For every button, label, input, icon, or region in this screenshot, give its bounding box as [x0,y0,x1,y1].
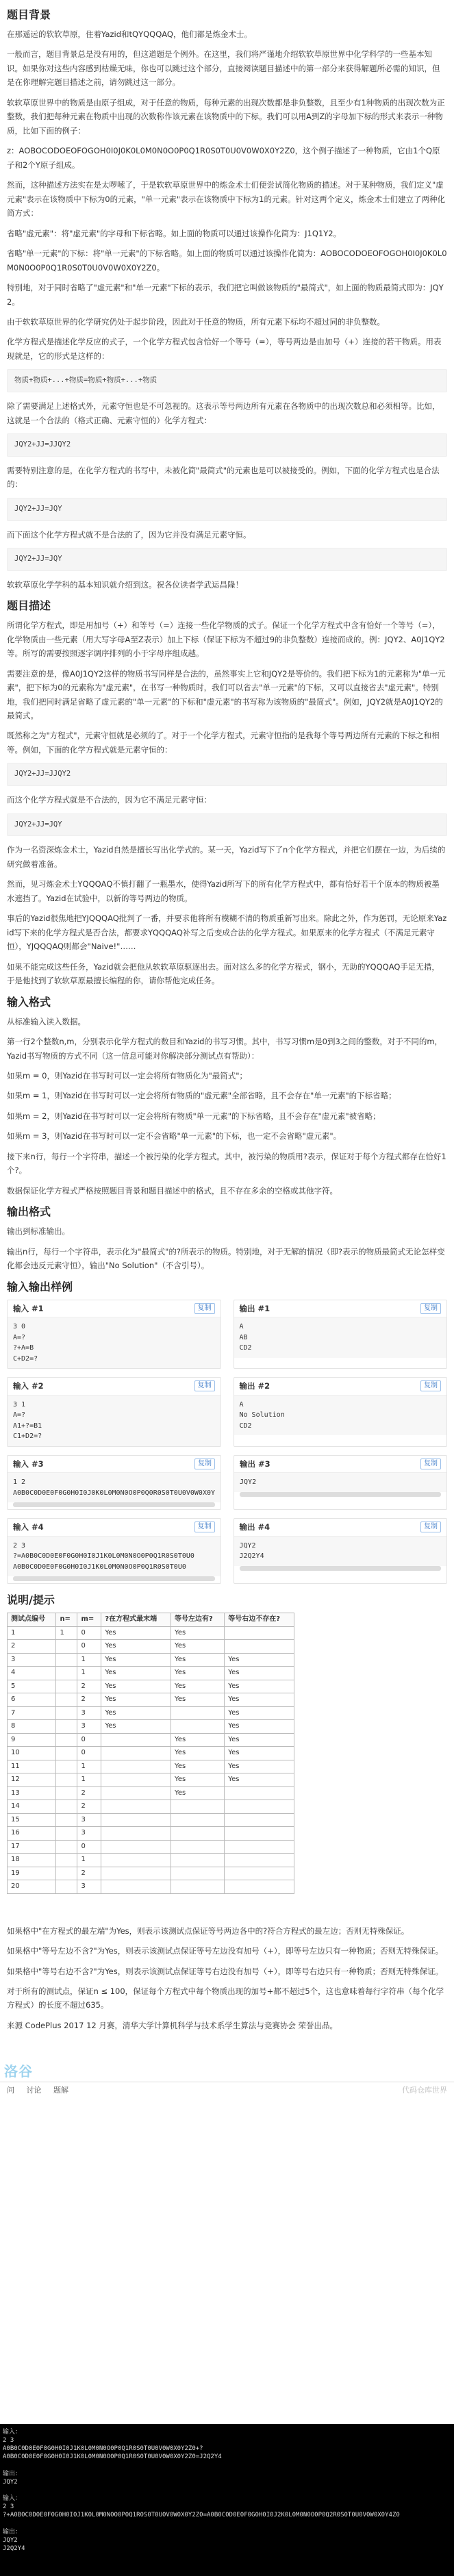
table-cell [225,1854,294,1867]
sample-output-header [234,1456,446,1472]
sample-input-content: 1 2 A0B0C0D0E0F0G0H0I0J0K0L0M0N0O0P0Q0R0S0T0U0V0W0X0Y [8,1472,220,1502]
table-cell [225,1840,294,1854]
sample-output-label: 输出 #1 [239,1303,270,1313]
sample-output-content: A AB CD2 [234,1317,447,1358]
table-cell: Yes [101,1626,171,1640]
table-cell [56,1840,77,1854]
table-cell [101,1854,171,1867]
input-para: 接下来n行，每行一个字符串，描述一个被污染的化学方程式。其中，被污染的物质用?表示，保证对于每个方程式都存在恰好1个?。 [7,1151,446,1176]
horizontal-scrollbar[interactable] [13,1502,215,1507]
table-cell [56,1773,77,1787]
table-cell: Yes [225,1747,294,1760]
table-cell: 1 [56,1626,77,1640]
table-cell [171,1867,225,1880]
copy-button[interactable]: 复制 [194,1380,215,1391]
table-cell: Yes [225,1653,294,1667]
table-header-cell: 等号左边有? [171,1613,225,1627]
output-para: 输出n行，每行一个字符串，表示化为"最简式"的?所表示的物质。特别地，对于无解的情况（即?表示的物质最简式无论怎样变化都会违反元素守恒），输出"No Solution"（不含引号）。 [7,1246,445,1271]
description-para: 如果不能完成这些任务，Yazid就会把他从软软草原驱逐出去。面对这么多的化学方程式，钢小，无助的YQQQAQ手足无措，于是他找到了软软草原最擅长编程的你，请你帮他完成任务。 [7,961,440,986]
terminal-line: 输出： [3,2528,22,2536]
description-para: 作为一名资深炼金术士，Yazid自然是擅长写出化学式的。某一天，Yazid写下了n个化学方程式，并把它们摆在一边，为后续的研究做着准备。 [7,845,446,869]
body-para: 需要特别注意的是，在化学方程式的书写中，未被化简"最简式"的元素也是可以被接受的。例如，下面的化学方程式也是合法的： [7,465,440,490]
table-row [8,1773,294,1787]
copy-button[interactable]: 复制 [420,1459,441,1469]
sample-output-box [234,1455,447,1510]
table-cell [56,1720,77,1734]
table-cell: 8 [8,1720,56,1734]
table-cell: Yes [171,1640,225,1654]
table-row [8,1747,294,1760]
horizontal-scrollbar[interactable] [13,1576,215,1581]
table-header-cell: ?在方程式最末端 [101,1613,171,1627]
input-para: 如果m = 1，则Yazid在书写时可以一定会将所有物质的"虚元素"全部省略，且不会存在"单一元素"的下标省略； [7,1091,396,1101]
table-cell [171,1840,225,1854]
table-row [8,1760,294,1773]
table-cell [225,1800,294,1814]
table-cell: Yes [171,1773,225,1787]
terminal-line: 2 3 [3,2503,14,2511]
table-cell: 3 [77,1706,101,1720]
table-cell: 0 [77,1640,101,1654]
table-cell [101,1800,171,1814]
table-cell: Yes [225,1667,294,1680]
sample-input-header [8,1456,220,1472]
terminal-line: JQY2 [3,2478,18,2486]
description-para: 然而，见习炼金术士YQQQAQ不慎打翻了一瓶墨水，使得Yazid所写下的所有化学方程式中，都有恰好若干个原本的物质被墨水遮挡了。Yazid在试验中，以新的等号两边的物质。 [7,879,440,903]
sample-input-label: 输入 #4 [13,1522,44,1532]
table-cell: 3 [8,1653,56,1667]
copy-button[interactable]: 复制 [194,1459,215,1469]
table-row [8,1733,294,1747]
terminal-line [3,2462,451,2470]
description-para: 而这个化学方程式就是不合法的，因为它不满足元素守恒： [7,795,212,805]
sample-row [7,1377,447,1446]
hint-para: 来源 CodePlus 2017 12 月赛，清华大学计算机科学与技术系学生算法与竞赛协会 荣誉出品。 [7,2020,338,2030]
table-cell: 16 [8,1827,56,1841]
copy-button[interactable]: 复制 [420,1521,441,1532]
table-row [8,1626,294,1640]
table-row [8,1867,294,1880]
table-cell: 3 [77,1827,101,1841]
table-cell [56,1760,77,1773]
sample-output-box [234,1518,448,1584]
table-cell: 0 [77,1626,101,1640]
table-cell [101,1747,171,1760]
table-cell: Yes [225,1760,294,1773]
table-cell: 0 [77,1733,101,1747]
table-row [8,1840,294,1854]
sample-output-content: JQY2 [234,1472,446,1492]
input-para: 从标准输入读入数据。 [7,1016,86,1026]
table-cell [101,1880,171,1894]
table-cell: Yes [171,1733,225,1747]
table-row [8,1880,294,1894]
table-cell [101,1773,171,1787]
table-cell: Yes [101,1720,171,1734]
example-equation: JQY2+JJ=JQY [7,813,447,837]
table-cell: 2 [77,1693,101,1707]
terminal-line: ?+A0B0C0D0E0F0G0H0I0J1K0L0M0N0O0P0Q1R0S0T0U0V0W0X0Y2Z0=A0B0C0D0E0F0G0H0I0J2K0L0M0N0O0P0Q2R0S0T0U0V0W0X0Y4Z0 [3,2512,400,2519]
table-cell [171,1800,225,1814]
body-para: 软软草原世界中的物质是由原子组成，对于任意的物质，每种元素的出现次数都是非负整数，且至少有1种物质的出现次数为正整数，我们把每种元素在物质中出现的次数称作该元素在该物质中的下标。我们可以用A到Z的字母加下标的形式来表示一种物质，比如下面的例子： [7,97,445,136]
sample-input-label: 输入 #1 [13,1303,44,1313]
table-cell: 14 [8,1800,56,1814]
terminal-line: 输入： [3,2495,22,2503]
table-cell: 15 [8,1813,56,1827]
table-cell [171,1813,225,1827]
description-para: 既然称之为"方程式"，元素守恒就是必须的了。对于一个化学方程式，元素守恒指的是我每个等号两边所有元素的下标之和相等。例如，下面的化学方程式就是元素守恒的： [7,731,440,755]
terminal-line [3,2486,451,2495]
table-row [8,1680,294,1693]
table-row [8,1653,294,1667]
table-cell: 1 [8,1626,56,1640]
table-row [8,1693,294,1707]
table-cell [56,1693,77,1707]
hint-para: 如果格中"等号右边不含?"为Yes，则表示该测试点保证等号右边没有加号（+），即等号右边只有一种物质；否则无特殊保证。 [7,1966,444,1976]
table-cell: 12 [8,1773,56,1787]
toolbar-code-repo[interactable]: 代码仓库世界 [402,2085,447,2095]
body-para: 化学方程式是描述化学反应的式子，一个化学方程式包含恰好一个等号（=），等号两边是由加号（+）连接的若干物质。用表现就是，它的形式是这样的： [7,337,442,361]
description-title: 题目描述 [7,599,51,613]
table-cell: Yes [225,1706,294,1720]
table-cell [101,1760,171,1773]
body-para: 由于软软草原世界的化学研究仍处于起步阶段，因此对于任意的物质，所有元素下标均不超过同的非负整数。 [7,316,385,327]
copy-button[interactable]: 复制 [194,1521,215,1532]
table-cell: 6 [8,1693,56,1707]
table-cell [171,1854,225,1867]
table-cell: Yes [171,1786,225,1800]
input-para: 如果m = 3，则Yazid在书写时可以一定不会省略"单一元素"的下标，也一定不会省略"虚元素"。 [7,1131,342,1141]
table-cell [56,1786,77,1800]
table-cell: Yes [225,1733,294,1747]
input-para: 如果m = 0，则Yazid在书写时可以一定会将所有物质化为"最简式"； [7,1071,248,1081]
table-row [8,1720,294,1734]
table-cell [56,1867,77,1880]
sample-input-header [8,1519,220,1535]
table-cell [56,1733,77,1747]
input-para: 如果m = 2，则Yazid在书写时可以一定会将所有物质"单一元素"的下标省略，且不会存在"虚元素"被省略； [7,1111,381,1121]
table-cell [56,1667,77,1680]
sample-row [7,1455,447,1510]
table-cell: 1 [77,1773,101,1787]
terminal-line: 2 3 [3,2437,14,2445]
toolbar-left-group [7,2084,78,2097]
body-para: 特别地，对于同时省略了"虚元素"和"单一元素"下标的表示，我们把它叫做该物质的"最简式"，如上面的物质最简式即为：JQY2。 [7,283,444,307]
luogu-watermark: 洛谷 [4,2063,33,2080]
table-cell: Yes [171,1693,225,1707]
table-row [8,1786,294,1800]
table-row [8,1813,294,1827]
terminal-line [3,2520,451,2528]
table-cell: 11 [8,1760,56,1773]
background-title: 题目背景 [7,8,51,21]
body-para: 除了需要满足上述格式外，元素守恒也是不可忽视的。这表示等号两边所有元素在各物质中的出现次数总和必须相等。比如，这就是一个合法的（格式正确、元素守恒的）化学方程式： [7,401,440,425]
table-cell: 1 [77,1653,101,1667]
table-cell: Yes [225,1720,294,1734]
table-cell: 17 [8,1840,56,1854]
table-cell: 2 [77,1786,101,1800]
table-cell: Yes [171,1680,225,1693]
sample-input-box [7,1455,221,1510]
body-para: 省略"虚元素"：将"虚元素"的字母和下标省略。如上面的物质可以通过该操作化简为：J1Q1Y2。 [7,228,342,238]
description-para: 所谓化学方程式，即是用加号（+）和等号（=）连接一些化学物质的式子。保证一个化学方程式中含有恰好一个等号（=），化学物质由一些元素（用大写字母A至Z表示）加上下标（保证下标为不超过9的非负整数）连接而成的。例：JQY2、A0J1QY2等。所写的需要按照逐字调序排列的小于字母序组成越。 [7,620,445,659]
table-cell [101,1867,171,1880]
horizontal-scrollbar[interactable] [240,1492,441,1497]
sample-input-label: 输入 #2 [13,1381,44,1391]
table-cell: 1 [77,1760,101,1773]
table-cell [171,1827,225,1841]
terminal-output [0,2424,454,2576]
table-cell: 2 [77,1680,101,1693]
table-cell [171,1706,225,1720]
sample-input-box [7,1518,221,1584]
samples-list [7,1300,447,1584]
hint-para: 对于所有的测试点，保证n ≤ 100，保证每个方程式中每个物质出现的加号+都不超过5个，这也意味着每行字符串（每个化学方程式）的长度不超过635。 [7,1986,444,2010]
copy-button[interactable]: 复制 [194,1303,215,1314]
table-cell: 2 [77,1800,101,1814]
table-cell [171,1720,225,1734]
table-cell: Yes [101,1693,171,1707]
table-cell: 4 [8,1667,56,1680]
table-cell: 7 [8,1706,56,1720]
footer-spacer [7,1904,447,1924]
table-cell [225,1827,294,1841]
toolbar-discuss[interactable]: 讨论 [26,2085,42,2095]
terminal-line: 输出： [3,2470,22,2477]
table-cell [225,1880,294,1894]
terminal-line: A0B0C0D0E0F0G0H0I0J1K0L0M0N0O0P0Q1R0S0T0U0V0W0X0Y2Z0+? [3,2445,203,2453]
table-cell: Yes [101,1680,171,1693]
sample-row [7,1518,447,1584]
table-cell [101,1786,171,1800]
table-header-cell: m= [77,1613,101,1627]
testcase-table [7,1613,294,1894]
table-cell [225,1626,294,1640]
example-equation: JQY2+JJ=JJQY2 [7,763,447,786]
body-para: 软软草原化学学科的基本知识就介绍到这。祝各位读者学武运昌隆！ [7,579,243,590]
example-equation: JQY2+JJ=JQY [7,498,447,521]
sample-output-header [234,1378,447,1394]
terminal-line: JQY2 [3,2536,18,2544]
body-para: 而下面这个化学方程式就不是合法的了，因为它并没有满足元素守恒。 [7,529,251,540]
sample-output-label: 输出 #4 [239,1522,270,1532]
table-header-cell: 等号右边不存在? [225,1613,294,1627]
hint-para: 如果格中"等号左边不含?"为Yes，则表示该测试点保证等号左边没有加号（+），即等号左边只有一种物质；否则无特殊保证。 [7,1946,444,1956]
output-para: 输出到标准输出。 [7,1226,70,1237]
table-cell: Yes [171,1667,225,1680]
table-cell [225,1867,294,1880]
table-cell [171,1880,225,1894]
sample-input-box [7,1300,221,1369]
table-row [8,1667,294,1680]
table-cell: Yes [101,1706,171,1720]
table-cell: Yes [171,1626,225,1640]
table-row [8,1827,294,1841]
table-cell [56,1706,77,1720]
table-cell [56,1653,77,1667]
copy-button[interactable]: 复制 [420,1380,441,1391]
table-cell [56,1680,77,1693]
terminal-line: A0B0C0D0E0F0G0H0I0J1K0L0M0N0O0P0Q1R0S0T0U0V0W0X0Y2Z0=J2Q2Y4 [3,2453,222,2461]
table-cell: 2 [77,1867,101,1880]
table-row [8,1640,294,1654]
table-cell: 10 [8,1747,56,1760]
table-cell [56,1640,77,1654]
sample-output-header [234,1519,447,1535]
example-equation: JQY2+JJ=JJQY2 [7,433,447,457]
table-cell: Yes [171,1653,225,1667]
table-row [8,1854,294,1867]
table-cell: 3 [77,1720,101,1734]
table-cell: 19 [8,1867,56,1880]
input-format-title: 输入格式 [7,995,51,1009]
table-cell: 0 [77,1840,101,1854]
table-cell [101,1840,171,1854]
table-cell [56,1813,77,1827]
sample-input-content: 3 0 A=? ?+A=B C+D2=? [8,1317,220,1368]
sample-output-label: 输出 #3 [240,1459,270,1469]
table-body [8,1626,294,1893]
table-cell: Yes [225,1693,294,1707]
copy-button[interactable]: 复制 [420,1303,441,1314]
table-cell: Yes [101,1653,171,1667]
table-cell [56,1880,77,1894]
table-cell [101,1813,171,1827]
output-format-title: 输出格式 [7,1205,51,1219]
table-cell: Yes [101,1640,171,1654]
body-para: z：AOBOCODOEOFOGOH0I0J0K0L0M0N0O0P0Q1R0S0T0U0V0W0X0Y2Z0，这个例子描述了一种物质，它由1个Q原子和2个Y原子组成。 [7,146,440,170]
background-para: 一般而言，题目背景总是没有用的，但这道题是个例外。在这里，我们将严谨地介绍软软草原世界中化学科学的一些基本知识。如果你对这些内容感到枯燥无味，你也可以跳过这个部分，直接阅读题目描述中的第一部分来获得解题所必需的知识，但是在你理解完题目描述之前，请勿跳过这一部分。 [7,49,440,88]
table-cell [56,1827,77,1841]
sample-output-header [234,1300,447,1317]
samples-title: 输入输出样例 [7,1280,73,1293]
table-cell: 1 [77,1854,101,1867]
input-para: 第一行2个整数n,m，分别表示化学方程式的数目和Yazid的书写习惯。其中，书写习惯m是0到3之间的整数，对于不同的m，Yazid书写物质的方式不同（这一信息可能对你解决部分测试点有帮助）： [7,1037,443,1061]
table-row [8,1800,294,1814]
sample-input-content: 2 3 ?=A0B0C0D0E0F0G0H0I0J1K0L0M0N0O0P0Q1R0S0T0U0 A0B0C0D0E0F0G0H0I0J1K0L0M0N0O0P0Q1R0S0T0U0 [8,1536,220,1577]
table-cell [101,1827,171,1841]
table-header-row [8,1613,294,1627]
terminal-line: 输入： [3,2429,22,2436]
table-cell: Yes [171,1760,225,1773]
table-cell: Yes [171,1747,225,1760]
table-cell [56,1747,77,1760]
table-cell [225,1786,294,1800]
input-para: 数据保证化学方程式严格按照题目背景和题目描述中的格式，且不存在多余的空格或其他字符。 [7,1185,338,1196]
table-header-cell: 测试点编号 [8,1613,56,1627]
sample-input-label: 输入 #3 [13,1459,44,1469]
sample-input-box [7,1377,221,1446]
table-cell: 3 [77,1813,101,1827]
sample-output-box [234,1300,448,1369]
horizontal-scrollbar[interactable] [240,1566,442,1571]
table-cell [56,1854,77,1867]
table-cell: 0 [77,1747,101,1760]
table-cell: 2 [8,1640,56,1654]
table-cell [101,1733,171,1747]
table-cell [56,1800,77,1814]
sample-input-header [8,1378,220,1394]
table-row [8,1706,294,1720]
table-cell: 13 [8,1786,56,1800]
table-header-cell: n= [56,1613,77,1627]
table-cell: 3 [77,1880,101,1894]
bottom-toolbar [0,2082,454,2098]
table-cell: 18 [8,1854,56,1867]
table-cell: 1 [77,1667,101,1680]
table-cell: 5 [8,1680,56,1693]
body-para: 然而，这种描述方法实在是太啰嗦了，于是软软草原世界中的炼金术士们便尝试简化物质的描述。对于某种物质，我们定义"虚元素"表示在该物质中下标为0的元素，"单一元素"表示在该物质中下标为1的元素。针对这两个定义，炼金术士们建立了两种化简方式： [7,180,445,218]
table-cell: Yes [225,1773,294,1787]
terminal-line: J2Q2Y4 [3,2545,25,2552]
sample-output-box [234,1377,448,1446]
description-para: 事后的Yazid很焦地把YJQQQAQ批判了一番，并要求他将所有模糊不清的物质重新写出来。除此之外，作为惩罚，无论原来Yazid写下来的化学方程式是否合法，都要求YQQQAQ补写之后变成合法的化学方程式。如果原来的化学方程式（不满足元素守恒），YJQQQAQ则都会"Naive!"…… [7,913,447,952]
description-para: 需要注意的是，像A0J1QY2这样的物质书写同样是合法的，虽然事实上它和JQY2是等价的。我们把下标为1的元素称为"单一元素"，把下标为0的元素称为"虚元素"，在书写一种物质时，我们可以省去"单一元素"的下标，又可以直接省去"虚元素"。特别地，我们把同时满足省略了虚元素的"单一元素"的下标和"虚元素"的书写称为该物质的"最简式"。例如，JQY2就是A0J1QY2的最简式。 [7,668,446,720]
sample-input-content: 3 1 A=? A1+?=B1 C1+D2=? [8,1395,220,1446]
sample-input-header [8,1300,220,1317]
table-cell [225,1813,294,1827]
sample-output-content: A No Solution CD2 [234,1395,447,1436]
body-para: 省略"单一元素"的下标：将"单一元素"的下标省略。如上面的物质可以通过该操作化简为：AOBOCODOEOFOGOH0I0J0K0L0M0N0O0P0Q1R0S0T0U0V0W0X0Y2Z0。 [7,249,447,273]
table-cell: 9 [8,1733,56,1747]
sample-output-label: 输出 #2 [239,1381,270,1391]
hint-para: 如果格中"在方程式的最左端"为Yes，则表示该测试点保证等号两边各中的?符合方程式的最左边；否则无特殊保证。 [7,1925,409,1936]
table-cell [225,1640,294,1654]
example-equation: JQY2+JJ=JQY [7,548,447,571]
toolbar-item-1[interactable]: 问 [7,2085,14,2095]
formula-template-block: 物质+物质+...+物质=物质+物质+...+物质 [7,369,447,392]
background-para: 在那遥远的软软草原，住着Yazid和tQYQQQAQ，他们都是炼金术士。 [7,29,252,39]
table-cell: 20 [8,1880,56,1894]
sample-output-content: JQY2 J2Q2Y4 [234,1536,447,1566]
table-cell: Yes [101,1667,171,1680]
toolbar-solutions[interactable]: 题解 [53,2085,68,2095]
hint-title: 说明/提示 [7,1593,55,1607]
sample-row [7,1300,447,1369]
table-cell: Yes [225,1680,294,1693]
